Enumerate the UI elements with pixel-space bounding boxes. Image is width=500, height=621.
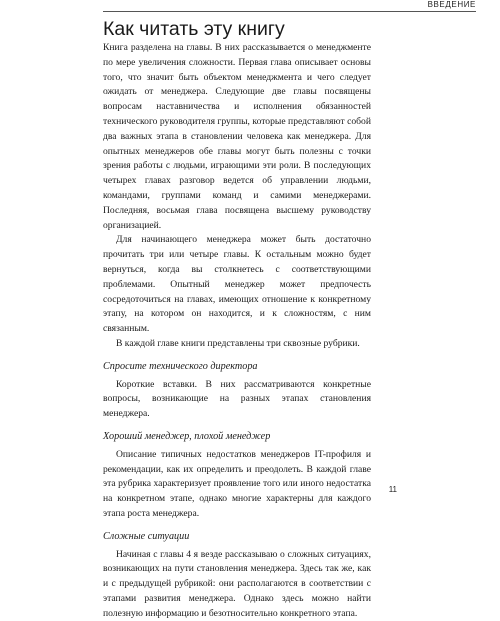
rubric-title-difficult-situations: Сложные ситуации xyxy=(103,530,371,545)
intro-paragraph: В каждой главе книги представлены три сквозные рубрики. xyxy=(103,337,371,352)
intro-paragraph: Книга разделена на главы. В них рассказывается о менеджменте по мере увеличения сложности. Первая глава описывает основы того, что значит быть объектом менеджмента и чего следует ожидать от менеджера. Следующие две главы посвящены вопросам наставничества и исполнения обязанностей технического руководителя группы, которые представляют собой два важных этапа в становлении человека как менеджера. Для опытных менеджеров обе главы могут быть полезны с точки зрения работы с людьми, играющими эти роли. В последующих четырех главах разговор ведется об управлении людьми, командами, группами команд и самими менеджерами. Последняя, восьмая глава посвящена высшему руководству организацией. xyxy=(103,41,371,233)
rubric-text-ask-cto: Короткие вставки. В них рассматриваются конкретные вопросы, возникающие на разных этапах становления менеджера. xyxy=(103,378,371,422)
running-head: ВВЕДЕНИЕ xyxy=(428,0,476,10)
rubric-text-good-bad-manager: Описание типичных недостатков менеджеров IT-профиля и рекомендации, как их определить и преодолеть. В каждой главе эта рубрика характеризует проявление того или иного недостатка на конкретном этапе, однако многие характерны для каждого этапа роста менеджера. xyxy=(103,448,371,522)
intro-paragraph: Для начинающего менеджера может быть достаточно прочитать три или четыре главы. К остальным можно будет вернуться, когда вы столкнетесь с соответствующими проблемами. Опытный менеджер может предпочесть сосредоточиться на главах, имеющих отношение к конкретному этапу, на котором он находится, и к сложностям, с ним связанным. xyxy=(103,233,371,337)
header-rule xyxy=(103,11,476,12)
body-text xyxy=(103,41,371,621)
rubric-title-ask-cto: Спросите технического директора xyxy=(103,360,371,375)
rubric-text-difficult-situations: Начиная с главы 4 я везде рассказываю о сложных ситуациях, возникающих на пути становления менеджера. Здесь так же, как и с предыдущей рубрикой: они располагаются в соответствии с этапами развития менеджера. Однако здесь можно найти полезную информацию и безотносительно конкретного этапа. xyxy=(103,548,371,621)
page-number: 11 xyxy=(389,485,397,494)
section-title: Как читать эту книгу xyxy=(103,17,285,41)
rubric-title-good-bad-manager: Хороший менеджер, плохой менеджер xyxy=(103,430,371,445)
